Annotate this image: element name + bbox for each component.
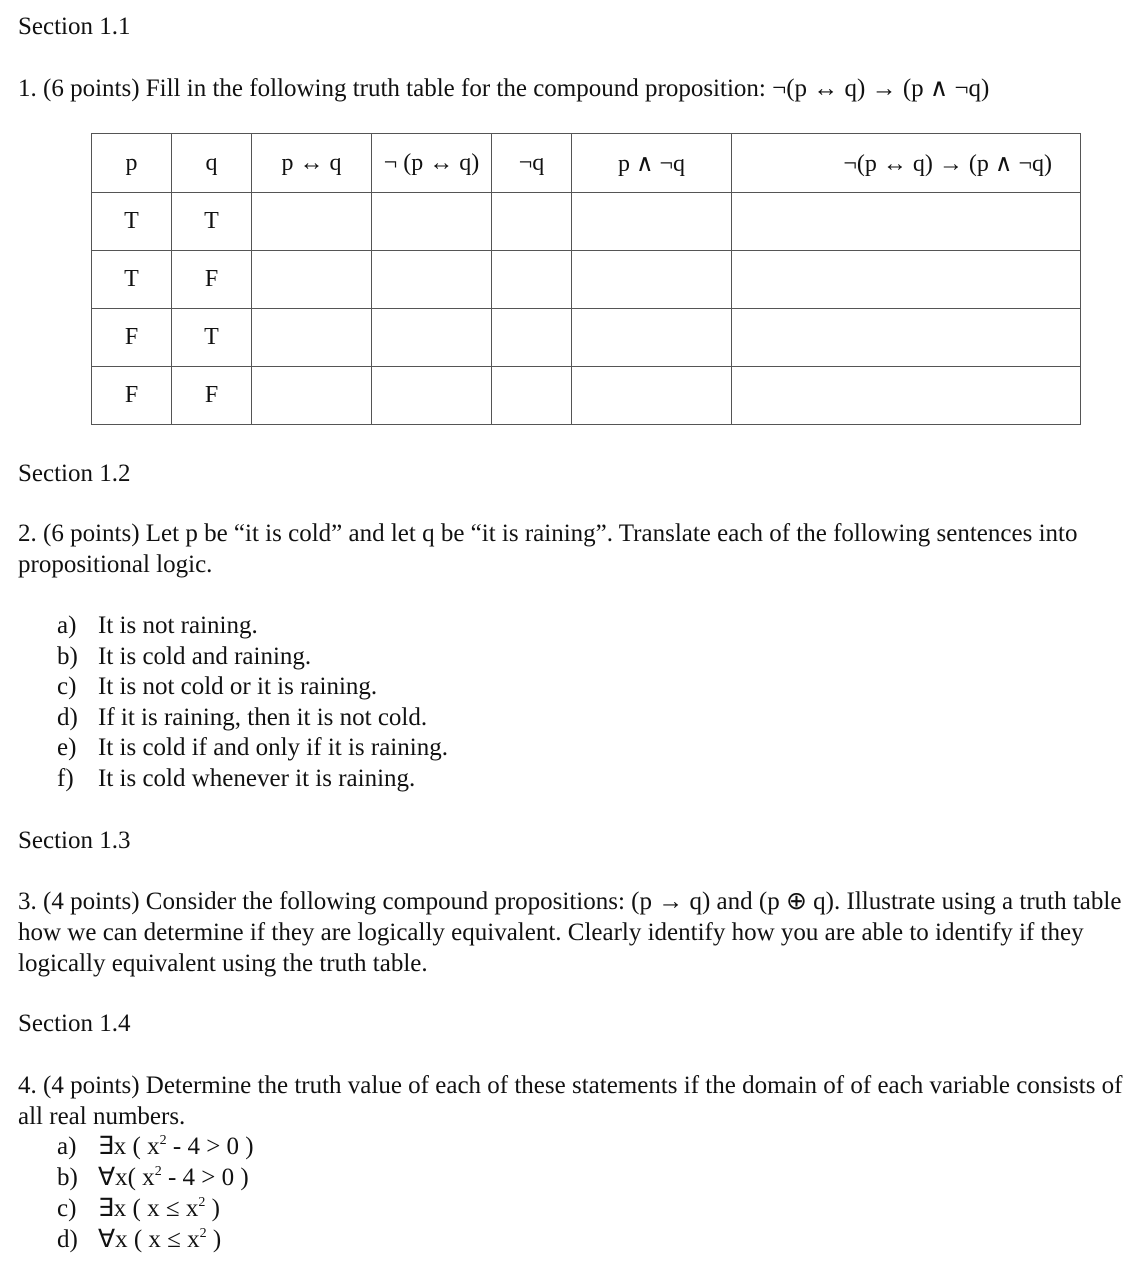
item-label: a) <box>57 1133 77 1160</box>
table-cell: F <box>172 251 252 309</box>
item-label: c) <box>57 673 77 701</box>
list-item <box>57 1162 254 1193</box>
question-1-text: 1. (6 points) Fill in the following truth table for the compound proposition: ¬(p ↔ q) → (p ∧ ¬q) <box>18 75 990 102</box>
answer-cell[interactable] <box>732 193 1081 251</box>
answer-cell[interactable] <box>372 309 492 367</box>
item-text: ∃x ( x <box>98 1133 160 1160</box>
item-text: It is not raining. <box>98 612 258 639</box>
list-item <box>57 703 448 734</box>
table-cell: F <box>92 309 172 367</box>
item-text: - 4 > 0 ) <box>161 1164 249 1191</box>
header-cell: p ∧ ¬q <box>572 134 732 193</box>
header-cell: q <box>172 134 252 193</box>
item-text: - 4 > 0 ) <box>166 1133 254 1160</box>
table-cell: T <box>92 193 172 251</box>
answer-cell[interactable] <box>492 251 572 309</box>
section-heading-1-3: Section 1.3 <box>18 827 131 854</box>
table-cell: T <box>92 251 172 309</box>
truth-table <box>91 133 1081 425</box>
table-row <box>92 367 1081 425</box>
table-cell: T <box>172 193 252 251</box>
question-3-text: 3. (4 points) Consider the following compound propositions: (p → q) and (p ⊕ q). Illustrate using a truth table how we can determine if they are logically equivalent. Clearly identify how you are able to identify if they logically equivalent using the truth table. <box>18 888 1122 977</box>
item-text: It is cold and raining. <box>98 642 312 670</box>
answer-cell[interactable] <box>572 251 732 309</box>
question-2-list <box>57 611 448 795</box>
header-cell: p ↔ q <box>252 134 372 193</box>
exponent: 2 <box>199 1226 207 1241</box>
section-heading-1-4: Section 1.4 <box>18 1010 131 1037</box>
item-label: a) <box>57 612 77 639</box>
list-item <box>57 733 448 764</box>
exponent: 2 <box>198 1195 206 1210</box>
list-item <box>57 642 448 673</box>
item-label: f) <box>57 764 74 792</box>
item-text: It is cold if and only if it is raining. <box>98 734 448 762</box>
item-label: b) <box>57 1164 78 1191</box>
list-item <box>57 1224 254 1255</box>
section-heading-1-1: Section 1.1 <box>18 13 131 40</box>
header-cell: p <box>92 134 172 193</box>
header-cell: ¬q <box>492 134 572 193</box>
answer-cell[interactable] <box>492 193 572 251</box>
answer-cell[interactable] <box>732 309 1081 367</box>
header-cell: ¬(p ↔ q) → (p ∧ ¬q) <box>732 134 1081 193</box>
answer-cell[interactable] <box>372 367 492 425</box>
item-label: b) <box>57 642 78 670</box>
table-row <box>92 251 1081 309</box>
item-label: e) <box>57 734 77 762</box>
table-cell: F <box>92 367 172 425</box>
answer-cell[interactable] <box>372 193 492 251</box>
question-4-text: 4. (4 points) Determine the truth value of each of these statements if the domain of of each variable consists of all real numbers. <box>18 1072 1123 1130</box>
table-cell: T <box>172 309 252 367</box>
answer-cell[interactable] <box>252 193 372 251</box>
table-cell: F <box>172 367 252 425</box>
answer-cell[interactable] <box>252 251 372 309</box>
section-heading-1-2: Section 1.2 <box>18 460 131 487</box>
answer-cell[interactable] <box>372 251 492 309</box>
item-text: ) <box>206 1226 222 1253</box>
answer-cell[interactable] <box>492 309 572 367</box>
item-label: d) <box>57 703 78 731</box>
list-item <box>57 764 448 795</box>
list-item <box>57 1131 254 1162</box>
item-text: ∃x ( x ≤ x <box>98 1195 199 1222</box>
item-text: It is not cold or it is raining. <box>98 673 378 701</box>
item-text: ∀x ( x ≤ x <box>98 1226 200 1253</box>
answer-cell[interactable] <box>732 251 1081 309</box>
answer-cell[interactable] <box>732 367 1081 425</box>
answer-cell[interactable] <box>252 367 372 425</box>
question-4-list <box>57 1131 254 1255</box>
header-cell: ¬ (p ↔ q) <box>372 134 492 193</box>
answer-cell[interactable] <box>492 367 572 425</box>
question-2-text: 2. (6 points) Let p be “it is cold” and let q be “it is raining”. Translate each of the following sentences into propositional logic. <box>18 520 1078 578</box>
truth-table-header-row <box>92 134 1081 193</box>
answer-cell[interactable] <box>572 193 732 251</box>
answer-cell[interactable] <box>572 309 732 367</box>
list-item <box>57 1193 254 1224</box>
item-label: c) <box>57 1195 77 1222</box>
exponent: 2 <box>154 1164 162 1179</box>
item-text: ) <box>205 1195 220 1222</box>
item-text: It is cold whenever it is raining. <box>98 764 416 792</box>
answer-cell[interactable] <box>572 367 732 425</box>
item-label: d) <box>57 1226 78 1253</box>
table-row <box>92 309 1081 367</box>
answer-cell[interactable] <box>252 309 372 367</box>
item-text: ∀x( x <box>98 1164 155 1191</box>
list-item <box>57 611 448 642</box>
list-item <box>57 672 448 703</box>
table-row <box>92 193 1081 251</box>
exponent: 2 <box>159 1133 167 1148</box>
item-text: If it is raining, then it is not cold. <box>98 703 428 731</box>
